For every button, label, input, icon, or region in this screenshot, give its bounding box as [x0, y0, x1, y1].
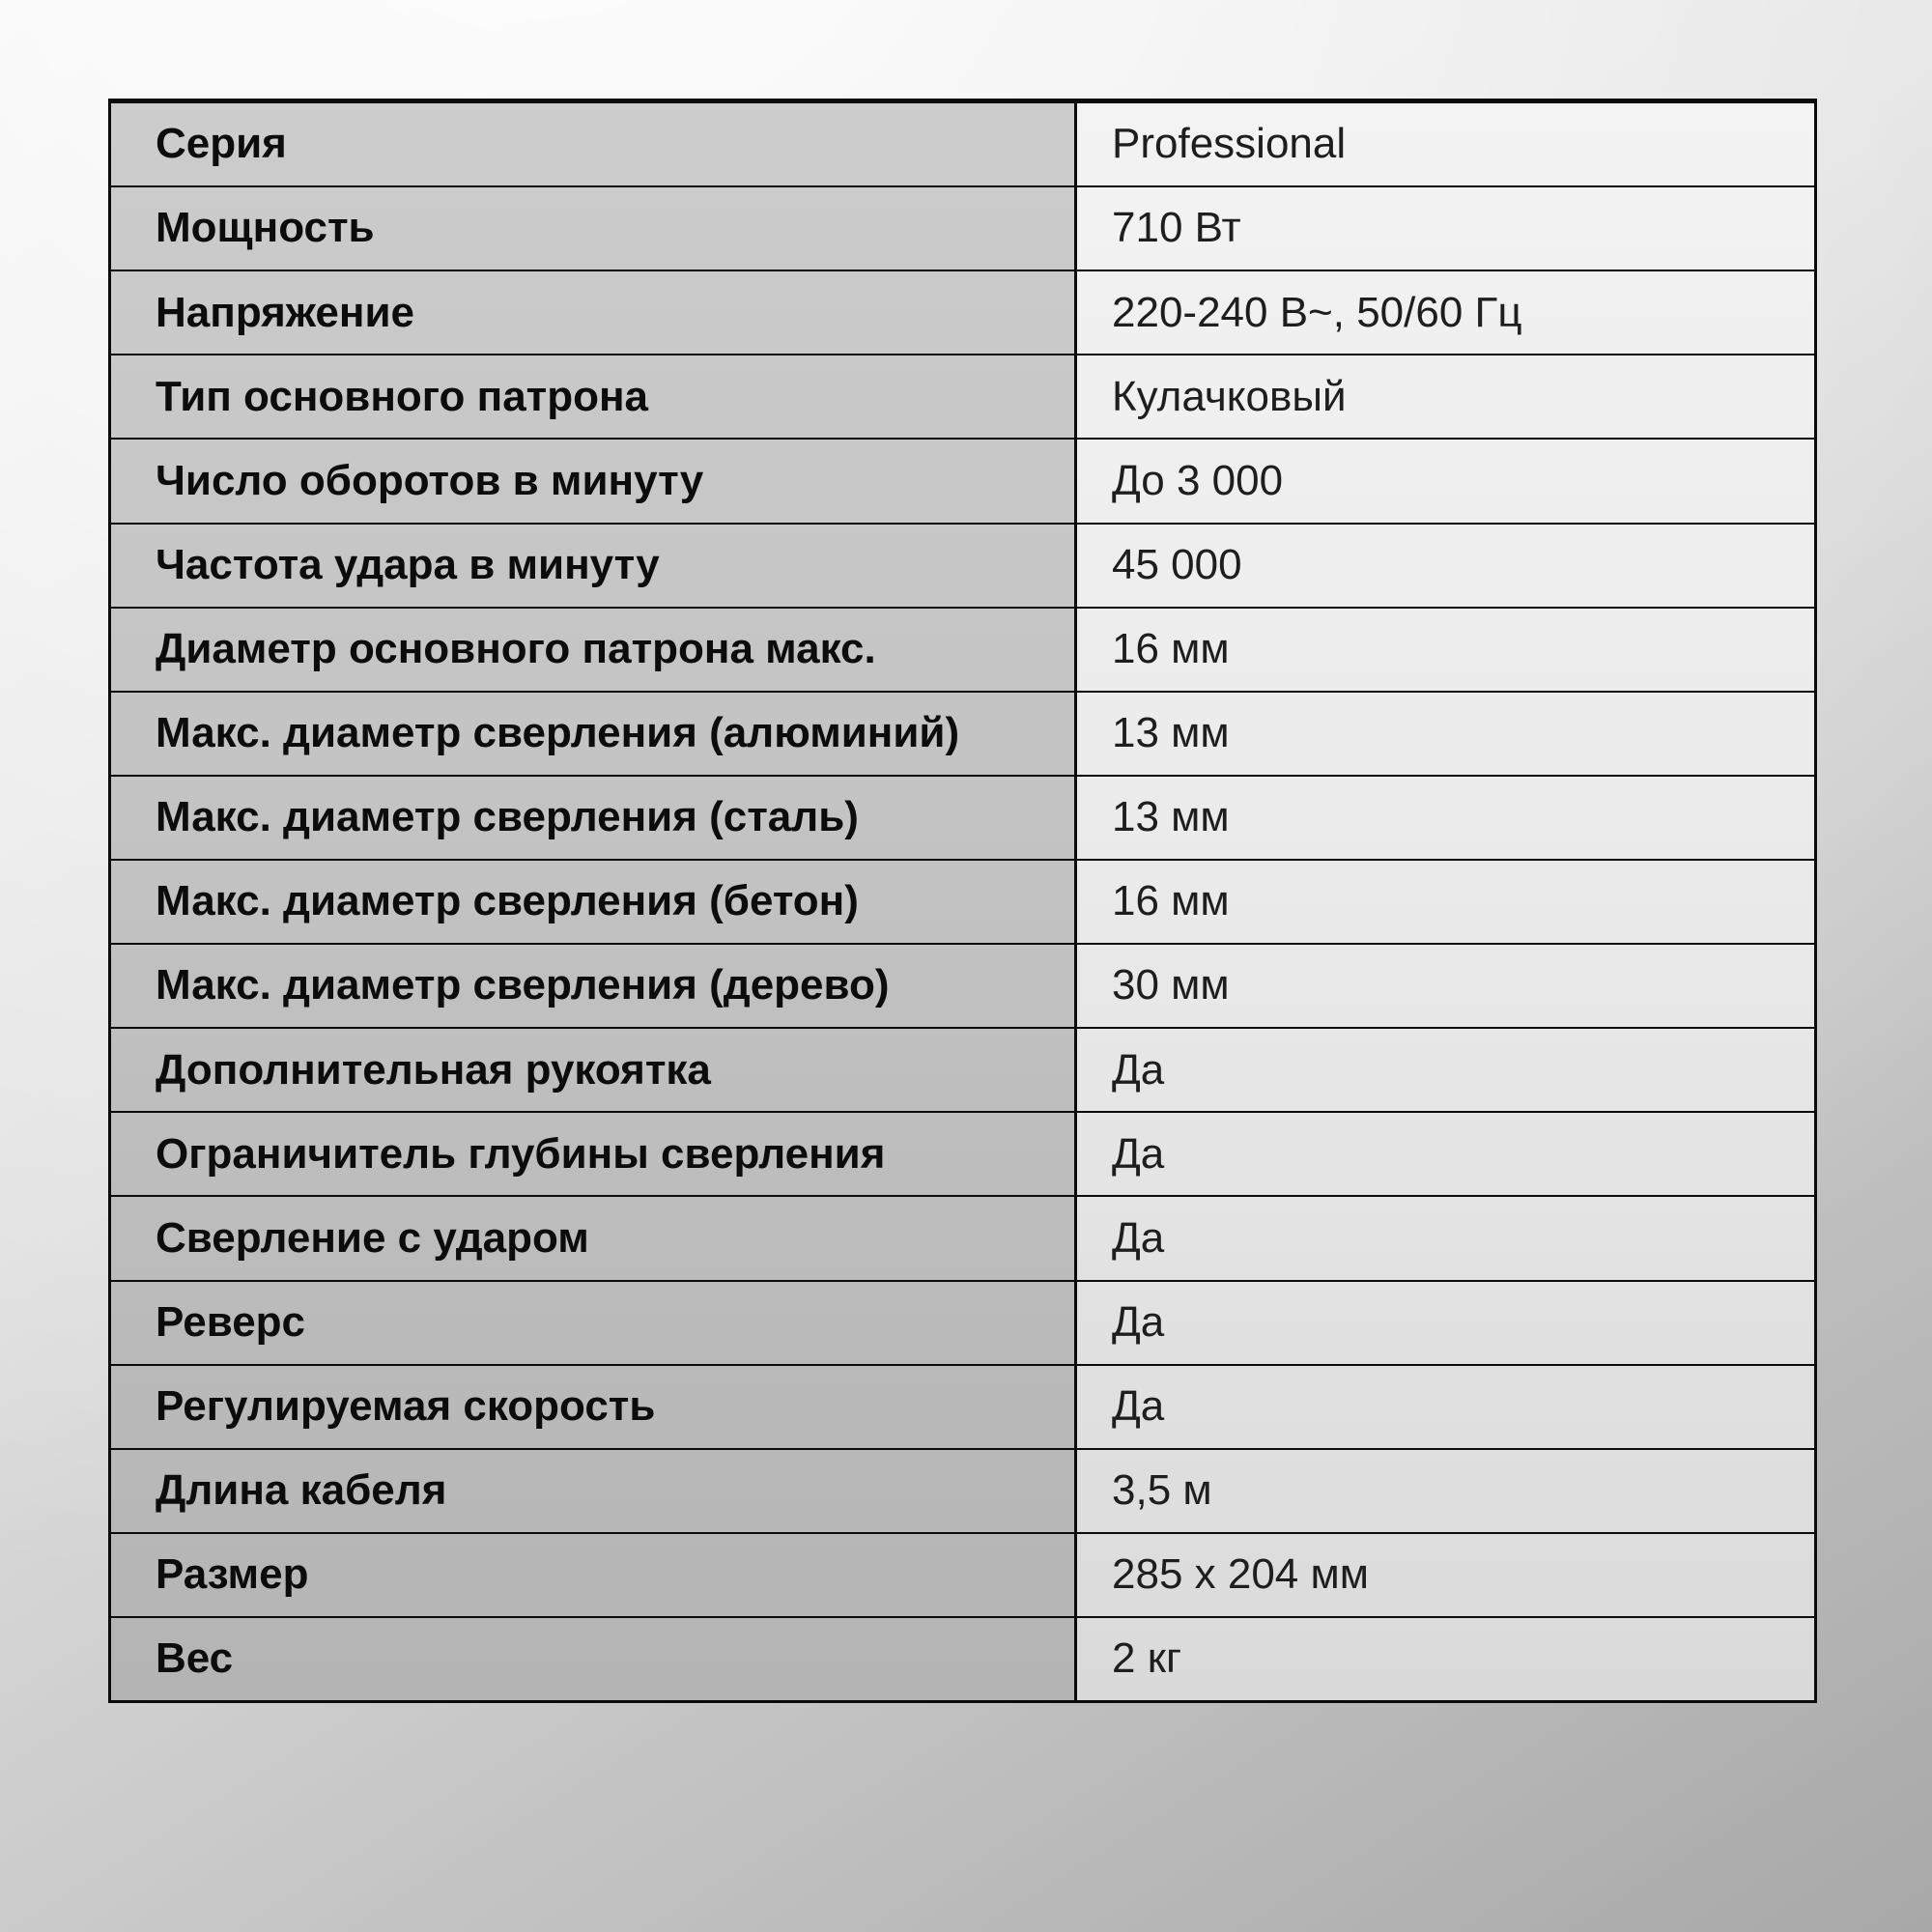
spec-label: Дополнительная рукоятка	[111, 1029, 1077, 1111]
spec-row-drill-steel	[111, 775, 1814, 859]
spec-label: Тип основного патрона	[111, 355, 1077, 438]
spec-label: Макс. диаметр сверления (сталь)	[111, 777, 1077, 859]
spec-value: 3,5 м	[1112, 1466, 1212, 1515]
spec-label: Мощность	[111, 187, 1077, 270]
spec-value: Да	[1112, 1382, 1165, 1430]
spec-value: Да	[1112, 1297, 1165, 1346]
spec-label: Длина кабеля	[111, 1450, 1077, 1532]
spec-label: Сверление с ударом	[111, 1197, 1077, 1279]
spec-value: 13 мм	[1112, 793, 1230, 841]
spec-row-drill-aluminium	[111, 691, 1814, 775]
spec-row-drill-wood	[111, 943, 1814, 1027]
spec-row-reverse	[111, 1280, 1814, 1364]
spec-label: Макс. диаметр сверления (бетон)	[111, 861, 1077, 943]
spec-row-hammer-drilling	[111, 1195, 1814, 1279]
spec-value: 285 x 204 мм	[1112, 1550, 1369, 1599]
spec-label: Число оборотов в минуту	[111, 440, 1077, 522]
spec-value: 16 мм	[1112, 625, 1230, 673]
spec-value: 30 мм	[1112, 961, 1230, 1009]
spec-label: Диаметр основного патрона макс.	[111, 609, 1077, 691]
spec-row-aux-handle	[111, 1027, 1814, 1111]
spec-value: Да	[1112, 1129, 1165, 1178]
spec-row-depth-stop	[111, 1111, 1814, 1195]
specs-table	[108, 99, 1817, 1703]
spec-label: Вес	[111, 1618, 1077, 1700]
spec-row-power	[111, 185, 1814, 270]
spec-value: 16 мм	[1112, 877, 1230, 925]
spec-value: Да	[1112, 1213, 1165, 1262]
spec-value: Professional	[1112, 120, 1347, 168]
spec-label: Макс. диаметр сверления (алюминий)	[111, 693, 1077, 775]
spec-value: 2 кг	[1112, 1634, 1181, 1683]
spec-label: Макс. диаметр сверления (дерево)	[111, 945, 1077, 1027]
spec-row-impact-rate	[111, 523, 1814, 607]
spec-row-size	[111, 1532, 1814, 1616]
spec-row-variable-speed	[111, 1364, 1814, 1448]
spec-row-weight	[111, 1616, 1814, 1700]
spec-row-chuck-diameter	[111, 607, 1814, 691]
spec-row-cable-length	[111, 1448, 1814, 1532]
spec-value: 220-240 В~, 50/60 Гц	[1112, 288, 1522, 336]
spec-value: Кулачковый	[1112, 372, 1347, 420]
spec-row-series	[111, 101, 1814, 185]
spec-label: Реверс	[111, 1282, 1077, 1364]
spec-value: До 3 000	[1112, 456, 1284, 504]
spec-value: Да	[1112, 1045, 1165, 1094]
spec-row-rpm	[111, 438, 1814, 522]
spec-row-chuck-type	[111, 354, 1814, 438]
spec-row-drill-concrete	[111, 859, 1814, 943]
spec-label: Напряжение	[111, 271, 1077, 354]
spec-row-voltage	[111, 270, 1814, 354]
spec-value: 45 000	[1112, 540, 1242, 588]
spec-label: Ограничитель глубины сверления	[111, 1113, 1077, 1195]
spec-label: Частота удара в минуту	[111, 525, 1077, 607]
spec-label: Регулируемая скорость	[111, 1366, 1077, 1448]
spec-label: Размер	[111, 1534, 1077, 1616]
spec-label: Серия	[111, 103, 1077, 185]
spec-value: 710 Вт	[1112, 204, 1241, 252]
spec-value: 13 мм	[1112, 709, 1230, 757]
